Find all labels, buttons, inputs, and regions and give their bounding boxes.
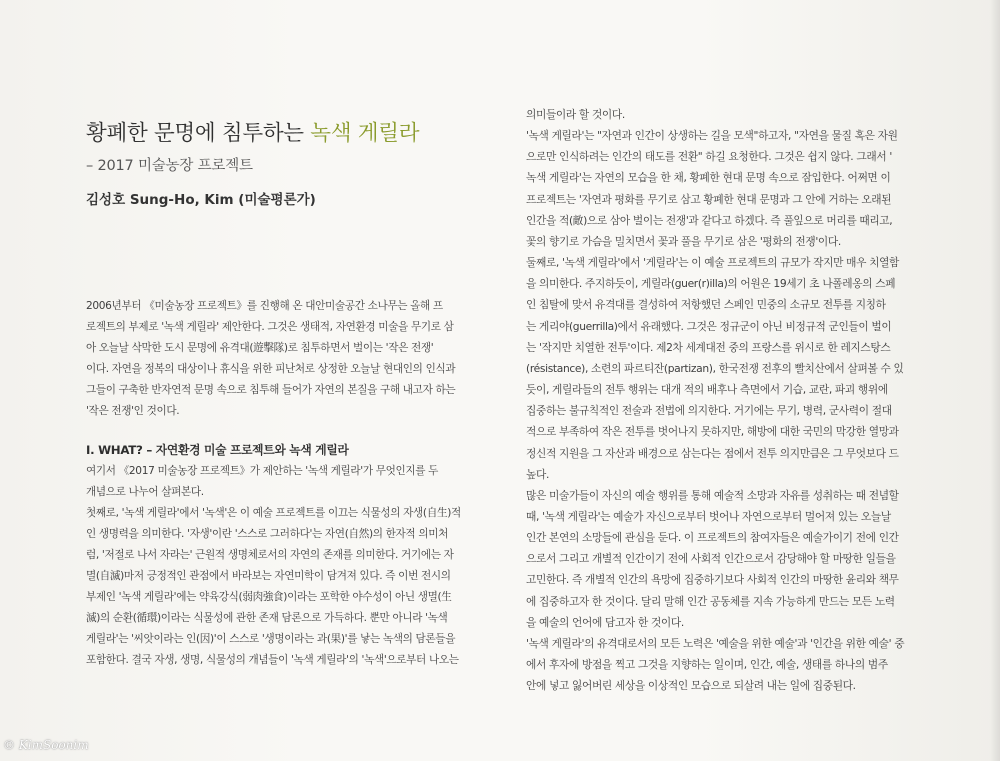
- text-line: 멸(自滅)마저 긍정적인 관점에서 바라보는 자연미학이 담겨져 있다. 즉 이번 전시의: [86, 570, 451, 583]
- right-column: [526, 104, 944, 696]
- text-line: 듯이, 게릴라들의 전투 행위는 대개 적의 배후나 측면에서 기습, 교란, 파괴 행위에: [526, 383, 888, 397]
- text-line: 정신적 지원을 그 자산과 배경으로 삼는다는 점에서 전투 의지만큼은 그 무엇보다 드: [526, 446, 899, 460]
- text-line: 적으로 부족하여 작은 전투를 벗어나지 못하지만, 해방에 대한 국민의 막강한 열망과: [526, 425, 899, 439]
- copyright-watermark: © KimSoonim: [3, 738, 89, 752]
- text-line: 을 예술의 언어에 담고자 한 것이다.: [526, 615, 684, 629]
- text-line: 로젝트의 부제로 '녹색 게릴라' 제안한다. 그것은 생태적, 자연환경 미술을 무기로 삼: [86, 321, 454, 334]
- text-line: 滅)의 순환(循環)이라는 식물성에 관한 존재 담론으로 가득하다. 뿐만 아니라 '녹색: [86, 612, 448, 625]
- right-paragraph-0: [526, 104, 944, 125]
- text-line: 꽃의 향기로 가슴을 밀치면서 꽃과 풀을 무기로 삼은 '평화의 전쟁'이다.: [526, 234, 841, 248]
- text-line: 에서 후자에 방점을 찍고 그것을 지향하는 일이며, 인간, 예술, 생태를 하나의 범주: [526, 658, 888, 672]
- spacer: [86, 423, 486, 439]
- article-title: [86, 116, 419, 147]
- right-paragraph-3: [526, 485, 944, 633]
- text-line: (résistance), 소련의 파르티잔(partizan), 한국전쟁 전후의 빨치산에서 살펴볼 수 있: [526, 361, 904, 375]
- right-paragraph-1: [526, 125, 944, 252]
- text-line: 높다.: [526, 467, 549, 481]
- text-line: 게릴라'는 '씨앗이라는 인(因)'이 스스로 '생명이라는 과(果)'를 낳는 녹색의 담론들을: [86, 633, 456, 646]
- text-line: 인 침탈에 맞서 유격대를 결성하여 저항했던 스페인 민중의 소규모 전투를 지칭하: [526, 298, 886, 312]
- text-line: 인 생명력을 의미한다. '자생'이란 '스스로 그러하다'는 자연(自然)의 한자적 의미처: [86, 527, 448, 540]
- text-line: 럼, '저절로 나서 자라는' 근원적 생명체로서의 자연의 존재를 의미한다. 거기에는 자: [86, 548, 454, 561]
- left-column: [86, 296, 486, 672]
- text-line: 포함한다. 결국 자생, 생명, 식물성의 개념들이 '녹색 게릴라'의 '녹색'으로부터 나오는: [86, 654, 459, 667]
- text-line: '작은 전쟁'인 것이다.: [86, 405, 180, 418]
- text-line: '녹색 게릴라'는 "자연과 인간이 상생하는 길을 모색"하고자, "자연을 물질 혹은 자원: [526, 129, 898, 143]
- text-line: 첫째로, '녹색 게릴라'에서 '녹색'은 이 예술 프로젝트를 이끄는 식물성의 자생(自生)적: [86, 506, 461, 519]
- article-author: 김성호 Sung-Ho, Kim (미술평론가): [86, 192, 316, 208]
- text-line: 부제인 '녹색 게릴라'에는 약육강식(弱肉強食)이라는 포학한 야수성이 아닌 생멸(生: [86, 591, 452, 604]
- text-line: 여기서 《2017 미술농장 프로젝트》가 제안하는 '녹색 게릴라'가 무엇인지를 두: [86, 464, 439, 477]
- text-line: 녹색 게릴라'는 자연의 모습을 한 채, 황폐한 현대 문명 속으로 잠입한다. 어쩌면 이: [526, 171, 891, 185]
- text-line: 으로만 인식하려는 인간의 태도를 전환" 하길 요청한다. 그것은 쉽지 않다. 그래서 ': [526, 150, 892, 164]
- article-subtitle: – 2017 미술농장 프로젝트: [86, 158, 253, 174]
- text-line: 2006년부터 《미술농장 프로젝트》를 진행해 온 대안미술공간 소나무는 올해 프: [86, 300, 443, 312]
- text-line: 둘째로, '녹색 게릴라'에서 '게릴라'는 이 예술 프로젝트의 규모가 작지만 매우 치열함: [526, 256, 900, 270]
- text-line: 는 게리야(guerrilla)에서 유래했다. 그것은 정규군이 아닌 비정규적 군인들이 벌이: [526, 319, 892, 333]
- text-line: 고민한다. 즉 개별적 인간의 욕망에 집중하기보다 사회적 인간의 마땅한 윤리와 책무: [526, 573, 899, 587]
- text-line: 집중하는 불규칙적인 전술과 전법에 의지한다. 거기에는 무기, 병력, 군사력이 절대: [526, 404, 892, 418]
- section-heading: I. WHAT? – 자연환경 미술 프로젝트와 녹색 게릴라: [86, 442, 349, 457]
- text-line: 으로서 그리고 개별적 인간이기 전에 사회적 인간으로서 감당해야 할 마땅한 일들을: [526, 552, 896, 566]
- intro-paragraph: [86, 296, 486, 423]
- text-line: 개념으로 나누어 살펴본다.: [86, 485, 204, 498]
- title-accent: 녹색 게릴라: [310, 121, 420, 146]
- text-line: 프로젝트는 '자연과 평화를 무기로 삼고 황폐한 현대 문명과 그 안에 거하는 오래된: [526, 192, 892, 206]
- text-line: 인간을 적(敵)으로 삼아 벌이는 전쟁'과 같다고 하겠다. 즉 풀잎으로 머리를 때리고,: [526, 213, 893, 227]
- text-line: 그들이 구축한 반자연적 문명 속으로 침투해 들어가 자연의 본질을 구해 내고자 하는: [86, 384, 456, 397]
- text-line: 는 '작지만 치열한 전투'이다. 제2차 세계대전 중의 프랑스를 위시로 한 레지스탕스: [526, 340, 891, 354]
- text-line: 아 오늘날 삭막한 도시 문명에 유격대(遊擊隊)로 침투하면서 벌이는 '작은 전쟁': [86, 342, 434, 355]
- text-line: 많은 미술가들이 자신의 예술 행위를 통해 예술적 소망과 자유를 성취하는 때 전념할: [526, 488, 899, 502]
- text-line: 을 의미한다. 주지하듯이, 게릴라(guer(r)illa)의 어원은 19세기 초 나폴레옹의 스페: [526, 277, 896, 291]
- page-edge-shadow: [990, 0, 1000, 761]
- text-line: 의미들이라 할 것이다.: [526, 108, 625, 121]
- text-line: 인간 본연의 소망들에 관심을 둔다. 이 프로젝트의 참여자들은 예술가이기 전에 인간: [526, 531, 899, 545]
- right-paragraph-2: [526, 252, 944, 485]
- section-paragraph-2: [86, 503, 486, 672]
- title-main: 황폐한 문명에 침투하는: [86, 121, 311, 146]
- section-paragraph-1: [86, 461, 486, 503]
- text-line: 안에 넣고 잃어버린 세상을 이상적인 모습으로 되살려 내는 일에 집중된다.: [526, 679, 856, 693]
- text-line: '녹색 게릴라'의 유격대로서의 모든 노력은 '예술을 위한 예술'과 '인간을 위한 예술' 중: [526, 636, 905, 650]
- right-paragraph-4: [526, 633, 944, 696]
- text-line: 때, '녹색 게릴라'는 예술가 자신으로부터 벗어나 자연으로부터 멀어져 있는 오늘날: [526, 509, 891, 523]
- text-line: 에 집중하고자 한 것이다. 달리 말해 인간 공동체를 지속 가능하게 만드는 모든 노력: [526, 594, 895, 608]
- text-line: 이다. 자연을 정복의 대상이나 휴식을 위한 피난처로 상정한 오늘날 현대인의 인식과: [86, 363, 456, 376]
